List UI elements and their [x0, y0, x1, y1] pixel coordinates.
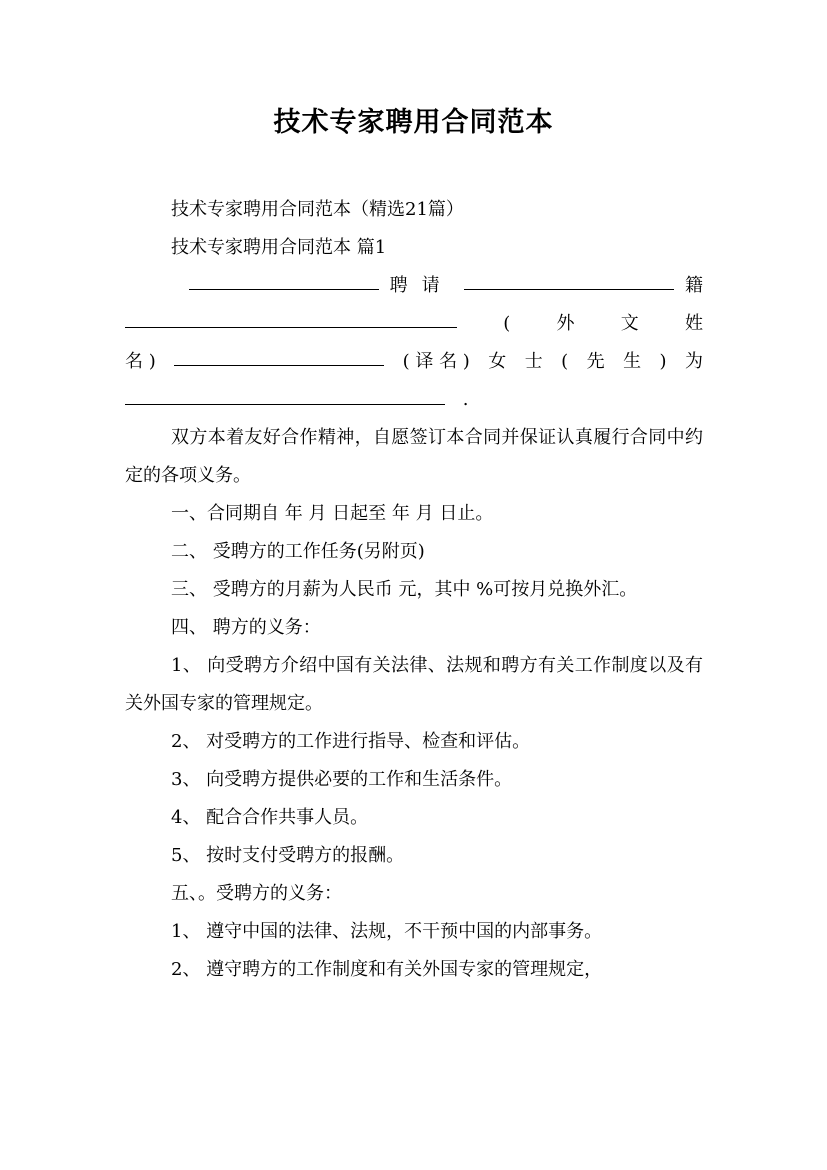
clause-1-term: 一、合同期自 年 月 日起至 年 月 日止。 [171, 503, 494, 524]
clause-4-item-3: 3、 向受聘方提供必要的工作和生活条件。 [171, 769, 513, 790]
end-mark: . [462, 389, 469, 410]
nationality-label: 籍 [684, 275, 703, 296]
title-char-7: 为 [684, 351, 703, 372]
clause-4-heading: 四、 聘方的义务： [171, 617, 321, 638]
hires-label: 聘请 [389, 275, 454, 296]
paren-open: ( [503, 313, 511, 334]
subtitle-line: 技术专家聘用合同范本（精选21篇） [171, 199, 464, 220]
title-char-5: 生 [623, 351, 642, 372]
clause-4-item-2: 2、 对受聘方的工作进行指导、检查和评估。 [171, 731, 531, 752]
document-body [125, 191, 703, 989]
nationality-blank[interactable] [125, 305, 457, 328]
clause-4-item-1: 1、 向受聘方介绍中国有关法律、法规和聘方有关工作制度以及有关外国专家的管理规定。 [125, 655, 703, 714]
foreign-name-char-3: 姓 [684, 313, 703, 334]
translated-name-label: ( 译 名 ) [402, 351, 470, 372]
paragraph-intro: 双方本着友好合作精神，自愿签订本合同并保证认真履行合同中约定的各项义务。 [125, 427, 703, 486]
title-char-1: 女 [488, 351, 507, 372]
title-char-3: ( [561, 351, 569, 372]
employee-blank[interactable] [464, 267, 674, 290]
party-line-1 [125, 267, 703, 305]
employer-blank[interactable] [189, 267, 379, 290]
title-char-2: 士 [524, 351, 543, 372]
foreign-name-char-1: 外 [556, 313, 575, 334]
name-end: 名 ) [125, 351, 156, 372]
title-char-6: ) [659, 351, 667, 372]
role-blank[interactable] [125, 382, 445, 405]
document-title: 技术专家聘用合同范本 [273, 107, 554, 138]
party-line-4 [125, 381, 703, 419]
foreign-name-blank[interactable] [174, 343, 384, 366]
clause-3-salary: 三、 受聘方的月薪为人民币 元，其中 %可按月兑换外汇。 [171, 579, 638, 600]
section-heading: 技术专家聘用合同范本 篇1 [171, 237, 387, 258]
clause-2-tasks: 二、 受聘方的工作任务(另附页) [171, 541, 425, 562]
party-line-2 [125, 305, 703, 343]
clause-5-heading: 五、。受聘方的义务： [171, 883, 342, 904]
clause-4-item-5: 5、 按时支付受聘方的报酬。 [171, 845, 405, 866]
clause-4-item-4: 4、 配合合作共事人员。 [171, 807, 369, 828]
clause-5-item-1: 1、 遵守中国的法律、法规，不干预中国的内部事务。 [171, 921, 603, 942]
party-line-3 [125, 343, 703, 381]
title-char-4: 先 [586, 351, 605, 372]
foreign-name-char-2: 文 [620, 313, 639, 334]
clause-5-item-2: 2、 遵守聘方的工作制度和有关外国专家的管理规定， [171, 959, 603, 980]
